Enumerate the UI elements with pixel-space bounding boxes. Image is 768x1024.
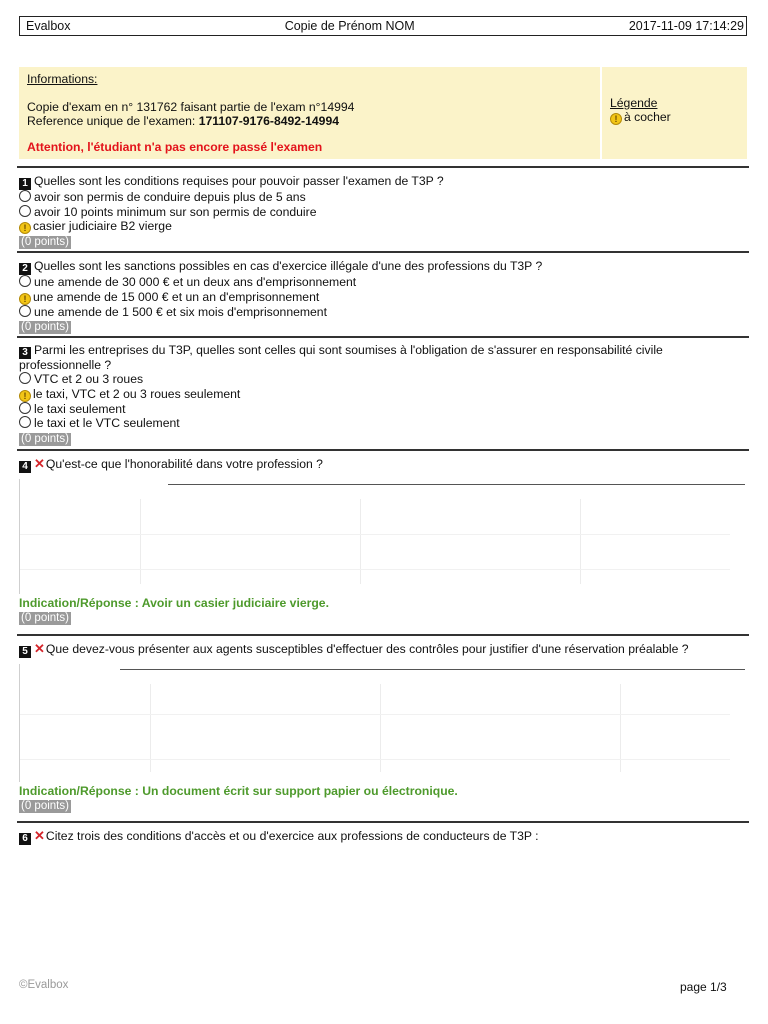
points-badge: (0 points) — [21, 432, 69, 445]
coin-exclamation-icon: ! — [19, 293, 31, 305]
page-number: page 1/3 — [680, 980, 727, 994]
question-5 — [19, 642, 747, 813]
scan-gridline — [20, 759, 730, 760]
exam-ref-value: 171107-9176-8492-14994 — [198, 114, 340, 128]
answer-hint: Indication/Réponse : Avoir un casier judiciaire vierge. — [19, 596, 329, 610]
legend-title: Légende — [610, 96, 658, 110]
question-stem — [19, 344, 747, 359]
question-4 — [19, 457, 747, 625]
option-label: casier judiciaire B2 vierge — [33, 219, 172, 233]
question-divider — [17, 251, 749, 253]
question-text: Quelles sont les conditions requises pour pouvoir passer l'examen de T3P ? — [34, 174, 444, 188]
question-6 — [19, 829, 747, 845]
question-text-line-1: Parmi les entreprises du T3P, quelles sont celles qui sont soumises à l'obligation de s'assurer en responsabilité civile — [34, 343, 663, 357]
option-label: avoir son permis de conduire depuis plus de 5 ans — [34, 190, 306, 204]
question-number: 5 — [19, 646, 31, 658]
option-label: le taxi, VTC et 2 ou 3 roues seulement — [33, 386, 241, 401]
question-number: 2 — [19, 263, 31, 275]
option-row[interactable] — [19, 387, 747, 402]
option-row[interactable] — [19, 290, 747, 305]
radio-button[interactable] — [19, 205, 31, 217]
option-label: une amende de 15 000 € et un an d'emprisonnement — [33, 289, 320, 304]
question-number: 6 — [19, 833, 31, 845]
cross-icon: ✕ — [34, 456, 45, 471]
legend — [602, 67, 747, 159]
option-row[interactable] — [19, 305, 747, 320]
question-stem — [19, 174, 747, 190]
option-row[interactable] — [19, 205, 747, 220]
exam-copy-line: Copie d'exam en n° 131762 faisant partie de l'exam n°14994 — [27, 100, 355, 114]
scan-gridline — [580, 499, 581, 584]
answer-line — [168, 484, 745, 485]
copy-title: Copie de Prénom NOM — [284, 19, 415, 33]
question-1 — [19, 174, 747, 249]
question-text: Citez trois des conditions d'accès et ou d'exercice aux professions de conducteurs de T3P : — [45, 829, 539, 843]
option-label: le taxi et le VTC seulement — [34, 416, 180, 430]
question-divider — [17, 449, 749, 451]
scan-gridline — [360, 499, 361, 584]
radio-button[interactable] — [19, 305, 31, 317]
coin-exclamation-icon: ! — [610, 113, 622, 125]
exam-ref-label: Reference unique de l'examen: — [27, 114, 199, 128]
question-2 — [19, 259, 747, 334]
answer-scan-area — [19, 479, 730, 594]
radio-button[interactable] — [19, 416, 31, 428]
datetime: 2017-11-09 17:14:29 — [628, 19, 744, 33]
question-3 — [19, 344, 747, 446]
question-stem — [19, 642, 747, 658]
cross-icon: ✕ — [34, 828, 45, 843]
coin-exclamation-icon: ! — [19, 390, 31, 402]
option-label: une amende de 30 000 € et un deux ans d'emprisonnement — [34, 275, 357, 289]
legend-item — [610, 110, 739, 125]
option-label: le taxi seulement — [34, 401, 126, 416]
points-badge: (0 points) — [21, 800, 69, 812]
option-row[interactable] — [19, 402, 747, 417]
scan-gridline — [20, 534, 730, 535]
info-details — [19, 67, 602, 159]
info-box — [19, 67, 747, 159]
answer-line — [120, 669, 745, 670]
question-text: Quelles sont les sanctions possibles en cas d'exercice illégale d'une des professions du T3P ? — [34, 259, 543, 273]
answer-scan-area — [19, 664, 730, 782]
legend-item-label: à cocher — [624, 110, 671, 124]
question-number: 1 — [19, 178, 31, 190]
coin-exclamation-icon: ! — [19, 222, 31, 234]
points-badge: (0 points) — [21, 321, 69, 333]
question-divider — [17, 634, 749, 636]
question-divider — [17, 166, 749, 168]
option-label: avoir 10 points minimum sur son permis de conduire — [34, 204, 317, 219]
question-stem — [19, 829, 747, 845]
option-row[interactable] — [19, 219, 747, 234]
radio-button[interactable] — [19, 190, 31, 202]
question-number: 3 — [19, 347, 31, 359]
app-name: Evalbox — [26, 19, 71, 33]
option-row[interactable] — [19, 275, 747, 290]
option-row[interactable] — [19, 372, 747, 387]
document-header — [19, 16, 747, 36]
question-stem — [19, 457, 747, 473]
option-row[interactable] — [19, 190, 747, 205]
scan-gridline — [20, 569, 730, 570]
radio-button[interactable] — [19, 402, 31, 414]
option-label: VTC et 2 ou 3 roues — [34, 372, 144, 386]
question-text: Qu'est-ce que l'honorabilité dans votre profession ? — [45, 457, 323, 471]
warning-text: Attention, l'étudiant n'a pas encore passé l'examen — [27, 140, 323, 154]
points-badge: (0 points) — [21, 612, 69, 624]
radio-button[interactable] — [19, 372, 31, 384]
question-stem — [19, 259, 747, 275]
scan-gridline — [20, 714, 730, 715]
radio-button[interactable] — [19, 275, 31, 287]
info-title: Informations: — [27, 72, 98, 86]
scan-gridline — [140, 499, 141, 584]
question-text-line-2: professionnelle ? — [19, 358, 112, 372]
copyright: ©Evalbox — [19, 979, 69, 991]
question-divider — [17, 821, 749, 823]
option-row[interactable] — [19, 416, 747, 431]
option-label: une amende de 1 500 € et six mois d'emprisonnement — [34, 304, 327, 319]
answer-hint: Indication/Réponse : Un document écrit sur support papier ou électronique. — [19, 784, 458, 798]
exam-ref-line — [27, 114, 592, 128]
question-text: Que devez-vous présenter aux agents susceptibles d'effectuer des contrôles pour justifier d'une réservation préalable ? — [45, 642, 689, 656]
points-badge: (0 points) — [21, 236, 69, 248]
question-divider — [17, 336, 749, 338]
cross-icon: ✕ — [34, 641, 45, 656]
question-number: 4 — [19, 461, 31, 473]
